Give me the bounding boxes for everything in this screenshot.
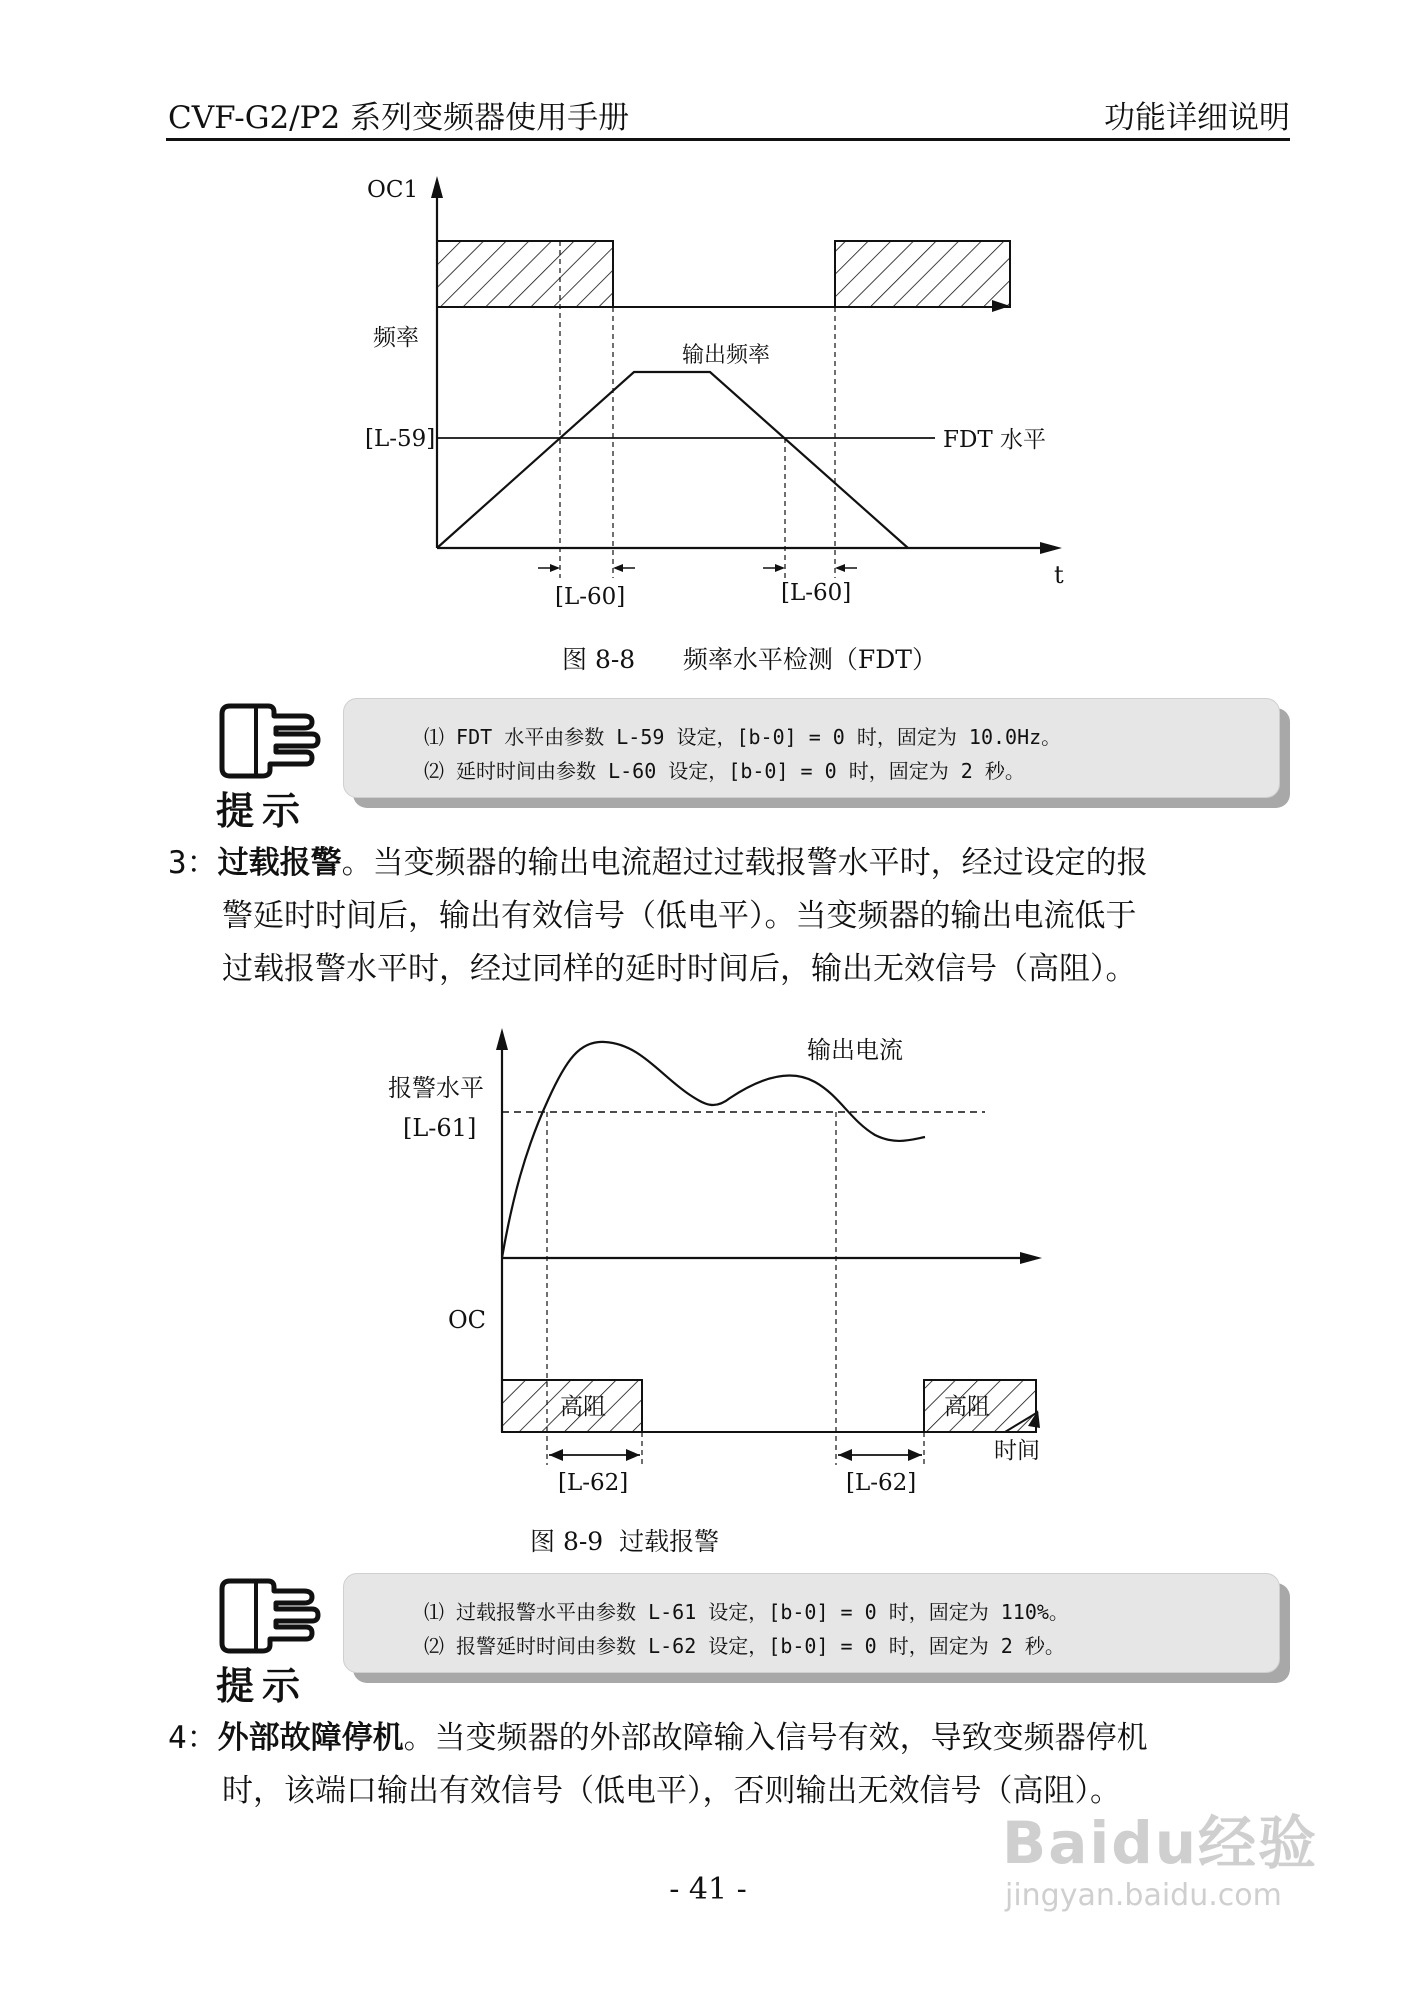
header-section: 功能详细说明 bbox=[1104, 100, 1290, 136]
tip2-line-2: ⑵ 报警延时时间由参数 L-62 设定，[b-0] = 0 时，固定为 2 秒。 bbox=[424, 1634, 1065, 1658]
fig1-t-label: t bbox=[1054, 561, 1064, 589]
section3-line-1: 3：过载报警。当变频器的输出电流超过过载报警水平时，经过设定的报 bbox=[168, 845, 1148, 881]
fig1-curve-label: 输出频率 bbox=[682, 343, 771, 368]
section4-line-1: 4：外部故障停机。当变频器的外部故障输入信号有效，导致变频器停机 bbox=[168, 1720, 1148, 1756]
tip-label: 提示 bbox=[216, 1664, 309, 1708]
tip-box-1 bbox=[343, 698, 1280, 798]
tip-label: 提示 bbox=[216, 789, 309, 833]
fig2-hi-z-label-2: 高阻 bbox=[944, 1394, 990, 1420]
hand-pointer-icon bbox=[216, 1575, 321, 1655]
figure-fdt bbox=[0, 0, 1416, 700]
tip2-line-1: ⑴ 过载报警水平由参数 L-61 设定，[b-0] = 0 时，固定为 110%。 bbox=[424, 1600, 1069, 1624]
fig2-oc-label: OC bbox=[448, 1306, 487, 1334]
fig1-delay-label-2: [L-60] bbox=[781, 580, 852, 606]
fig1-oc1-high-1 bbox=[437, 241, 613, 307]
tip1-line-1: ⑴ FDT 水平由参数 L-59 设定，[b-0] = 0 时，固定为 10.0Hz。 bbox=[424, 725, 1062, 749]
fig2-hi-z-label-1: 高阻 bbox=[560, 1394, 606, 1420]
fig1-freq-label: 频率 bbox=[373, 325, 419, 351]
fig1-output-frequency-curve bbox=[437, 372, 908, 548]
section4-line-2: 时，该端口输出有效信号（低电平），否则输出无效信号（高阻）。 bbox=[222, 1773, 1121, 1809]
header-title: CVF-G2/P2 系列变频器使用手册 bbox=[168, 100, 630, 136]
tip-box-2 bbox=[343, 1573, 1280, 1673]
hand-pointer-icon bbox=[216, 700, 321, 780]
fig2-caption: 图 8-9 过载报警 bbox=[530, 1527, 720, 1556]
fig2-level-label: 报警水平 bbox=[388, 1074, 484, 1102]
fig2-time-label: 时间 bbox=[994, 1438, 1040, 1464]
fig1-caption: 图 8-8 频率水平检测（FDT） bbox=[562, 645, 937, 674]
fig2-delay-label-2: [L-62] bbox=[846, 1470, 917, 1496]
section3-line-3: 过载报警水平时，经过同样的延时时间后，输出无效信号（高阻）。 bbox=[222, 951, 1137, 987]
fig1-level-label: [L-59] bbox=[365, 426, 436, 452]
fig2-curve-label: 输出电流 bbox=[807, 1036, 903, 1064]
watermark-url: jingyan.baidu.com bbox=[1005, 1878, 1282, 1913]
fig1-oc1-high-2 bbox=[835, 241, 1010, 307]
page-number: - 41 - bbox=[669, 1872, 747, 1907]
fig2-delay-label-1: [L-62] bbox=[558, 1470, 629, 1496]
fig1-fdt-label: FDT 水平 bbox=[943, 427, 1047, 453]
tip1-line-2: ⑵ 延时时间由参数 L-60 设定，[b-0] = 0 时，固定为 2 秒。 bbox=[424, 759, 1025, 783]
fig2-level-param: [L-61] bbox=[403, 1114, 477, 1142]
section3-line-2: 警延时时间后，输出有效信号（低电平）。当变频器的输出电流低于 bbox=[222, 898, 1137, 934]
fig1-oc1-label: OC1 bbox=[367, 177, 419, 203]
fig1-delay-label-1: [L-60] bbox=[555, 584, 626, 610]
fig2-output-current-curve bbox=[502, 1042, 925, 1258]
figure-overload-alarm bbox=[0, 1000, 1416, 1580]
watermark-brand: Baidu经验 bbox=[1002, 1809, 1319, 1877]
fig1-y-arrow bbox=[431, 176, 443, 198]
